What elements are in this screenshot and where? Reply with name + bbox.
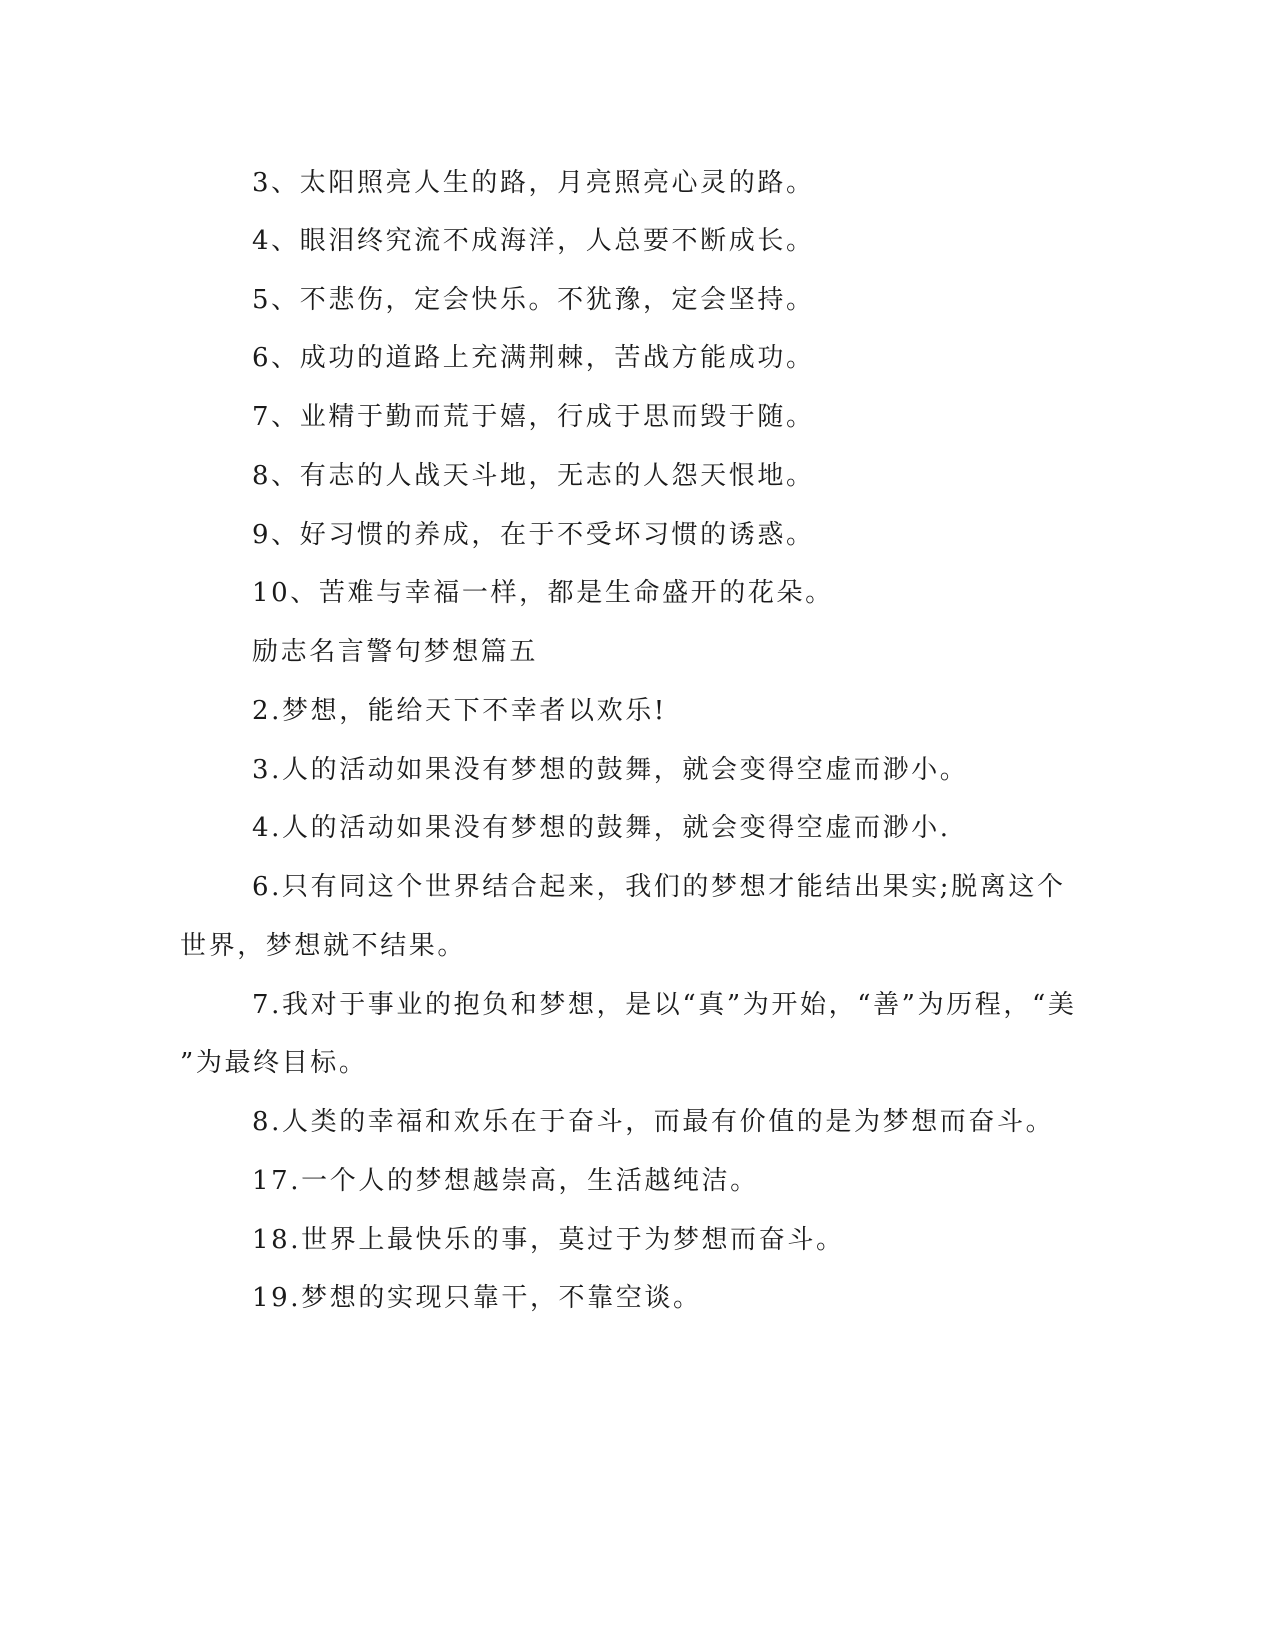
text-line: 3、太阳照亮人生的路，月亮照亮心灵的路。 [252, 168, 815, 198]
text-line: 19.梦想的实现只靠干，不靠空谈。 [252, 1283, 702, 1313]
text-line: 4.人的活动如果没有梦想的鼓舞，就会变得空虚而渺小. [252, 813, 951, 843]
text-line: 8.人类的幸福和欢乐在于奋斗，而最有价值的是为梦想而奋斗。 [252, 1107, 1055, 1137]
text-line: 10、苦难与幸福一样，都是生命盛开的花朵。 [252, 578, 834, 608]
text-line: 9、好习惯的养成，在于不受坏习惯的诱惑。 [252, 520, 815, 550]
text-line: 7、业精于勤而荒于嬉，行成于思而毁于随。 [252, 402, 815, 432]
text-line: 4、眼泪终究流不成海洋，人总要不断成长。 [252, 226, 815, 256]
text-line-continuation: 世界，梦想就不结果。 [180, 931, 467, 961]
text-line: 8、有志的人战天斗地，无志的人怨天恨地。 [252, 461, 815, 491]
text-line-continuation: ”为最终目标。 [180, 1048, 368, 1078]
text-line: 5、不悲伤，定会快乐。不犹豫，定会坚持。 [252, 285, 815, 315]
text-line: 6.只有同这个世界结合起来，我们的梦想才能结出果实;脱离这个 [252, 872, 1066, 902]
text-line: 3.人的活动如果没有梦想的鼓舞，就会变得空虚而渺小。 [252, 755, 969, 785]
section-heading: 励志名言警句梦想篇五 [252, 637, 539, 667]
text-line: 7.我对于事业的抱负和梦想，是以“真”为开始，“善”为历程，“美 [252, 990, 1077, 1020]
text-line: 17.一个人的梦想越崇高，生活越纯洁。 [252, 1166, 759, 1196]
text-line: 6、成功的道路上充满荆棘，苦战方能成功。 [252, 343, 815, 373]
text-line: 18.世界上最快乐的事，莫过于为梦想而奋斗。 [252, 1225, 845, 1255]
text-line: 2.梦想，能给天下不幸者以欢乐! [252, 696, 667, 726]
